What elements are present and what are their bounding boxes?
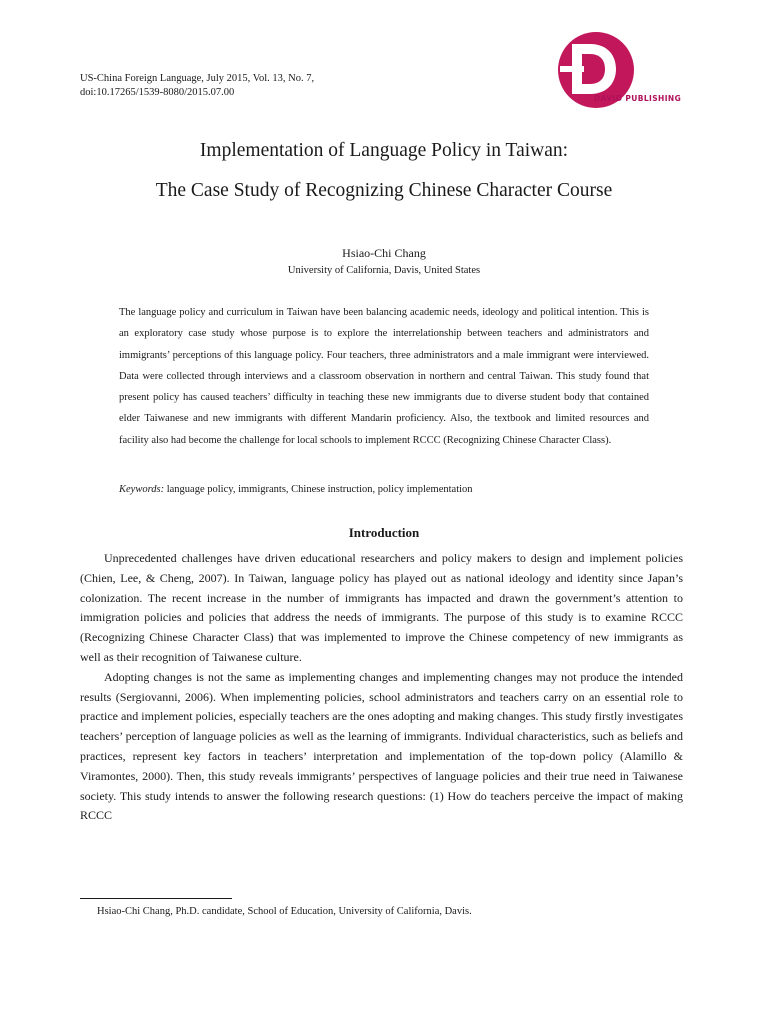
abstract: The language policy and curriculum in Taiwan have been balancing academic needs, ideology and political intention. This is an exploratory case study whose purpose is to explore the interrelationship between teachers and administrators and immigrants’ perceptions of this language policy. Four teachers, three administrators and a male immigrant were interviewed. Data were collected through interviews and a classroom observation in northern and central Taiwan. This study found that present policy has caused teachers’ difficulty in teaching these new immigrants due to diverse student body that contained elder Taiwanese and new immigrants with different Mandarin proficiency. Also, the textbook and limited resources and facility also had become the challenge for local schools to implement RCCC (Recognizing Chinese Character Class). bbox=[119, 307, 649, 446]
footnote-divider bbox=[80, 898, 232, 899]
keywords bbox=[119, 483, 649, 497]
david-publishing-logo bbox=[550, 30, 692, 110]
keywords-label: Keywords: bbox=[119, 484, 165, 495]
paragraph: Unprecedented challenges have driven educational researchers and policy makers to design and implement policies (Chien, Lee, & Cheng, 2007). In Taiwan, language policy has played out as national ideology and identity since Japan’s colonization. The recent increase in the number of immigrants has impacted and drawn the government’s attention to immigration policies and policies that address the needs of immigrants. The purpose of this study is to examine RCCC (Recognizing Chinese Character Class) that was implemented to improve the Chinese competency of new immigrants as well as their recognition of Taiwanese culture. bbox=[80, 551, 683, 664]
journal-citation-line: US-China Foreign Language, July 2015, Vol. 13, No. 7, bbox=[80, 73, 315, 84]
section-heading-introduction: Introduction bbox=[348, 525, 420, 540]
footnote: Hsiao-Chi Chang, Ph.D. candidate, School of Education, University of California, Davis. bbox=[97, 906, 472, 917]
introduction-body bbox=[80, 549, 683, 826]
publisher-name: DAVID PUBLISHING bbox=[594, 94, 682, 103]
author-name: Hsiao-Chi Chang bbox=[342, 246, 426, 260]
paper-title: Implementation of Language Policy in Taiwan: bbox=[199, 140, 569, 161]
paragraph: Adopting changes is not the same as implementing changes and implementing changes may not produce the intended results (Sergiovanni, 2006). When implementing policies, school administrators and teachers carry on an essential role to practice and implement policies, especially teachers are the ones adopting and making changes. This study firstly investigates teachers’ perception of language policies as well as the learning of immigrants. Individual characteristics, such as beliefs and practices, represent key factors in teachers’ interpretation and implementation of the top-down policy (Alamillo & Viramontes, 2000). Then, this study reveals immigrants’ perspectives of language policies and their true need in Taiwanese society. This study intends to answer the following research questions: (1) How do teachers perceive the impact of making RCCC bbox=[80, 669, 683, 823]
keywords-list: language policy, immigrants, Chinese instruction, policy implementation bbox=[164, 484, 473, 495]
title-block bbox=[0, 136, 768, 206]
journal-doi: doi:10.17265/1539-8080/2015.07.00 bbox=[80, 87, 235, 98]
journal-citation bbox=[80, 72, 314, 100]
paper-subtitle: The Case Study of Recognizing Chinese Character Course bbox=[155, 180, 613, 201]
author-affiliation: University of California, Davis, United States bbox=[287, 265, 481, 276]
